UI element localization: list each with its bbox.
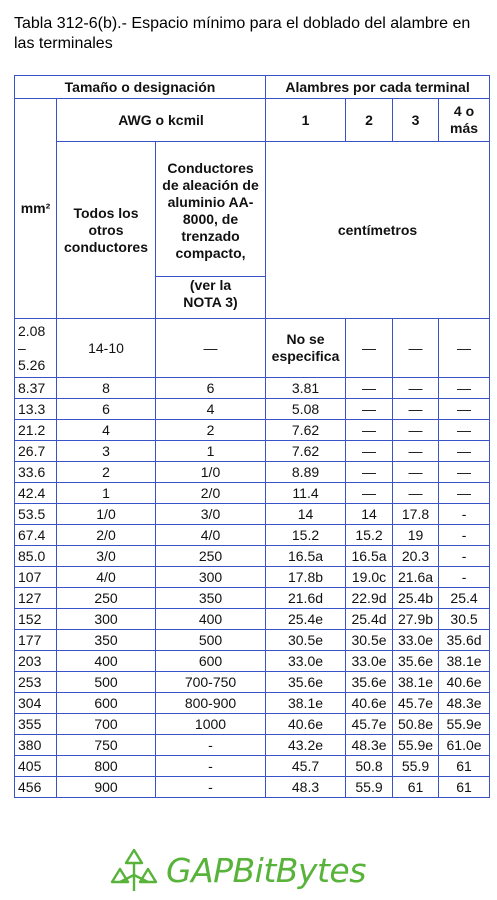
cell-c3: 38.1e <box>393 672 439 693</box>
cell-c2: 15.2 <box>346 525 393 546</box>
cell-mm2: 405 <box>15 756 57 777</box>
cell-mm2: 85.0 <box>15 546 57 567</box>
cell-mm2: 21.2 <box>15 420 57 441</box>
cell-c1: 45.7 <box>266 756 346 777</box>
cell-c1: 30.5e <box>266 630 346 651</box>
cell-c1: 43.2e <box>266 735 346 756</box>
cell-mm2: 33.6 <box>15 462 57 483</box>
cell-c4: — <box>439 462 490 483</box>
cell-c2: 55.9 <box>346 777 393 798</box>
data-table-container <box>14 75 490 798</box>
table-row <box>15 693 490 714</box>
cell-alu: 250 <box>156 546 266 567</box>
cell-c1: 17.8b <box>266 567 346 588</box>
cell-otros: 600 <box>57 693 156 714</box>
cell-otros: 1 <box>57 483 156 504</box>
tree-network-icon <box>108 847 160 893</box>
cell-otros: 2 <box>57 462 156 483</box>
logo-text: GAPBitBytes <box>166 850 366 890</box>
cell-c2: 22.9d <box>346 588 393 609</box>
cell-c1: 48.3 <box>266 777 346 798</box>
cell-c2: 33.0e <box>346 651 393 672</box>
cell-alu: 400 <box>156 609 266 630</box>
header-centimetros: centímetros <box>266 142 490 319</box>
cell-c4: 48.3e <box>439 693 490 714</box>
header-row-2 <box>15 99 490 142</box>
cell-alu: 1000 <box>156 714 266 735</box>
table-row <box>15 483 490 504</box>
cell-c4: - <box>439 567 490 588</box>
cell-alu: 350 <box>156 588 266 609</box>
table-row <box>15 630 490 651</box>
cell-alu: 4/0 <box>156 525 266 546</box>
cell-otros: 300 <box>57 609 156 630</box>
cell-mm2: 253 <box>15 672 57 693</box>
cell-c3: 35.6e <box>393 651 439 672</box>
cell-c3: 20.3 <box>393 546 439 567</box>
cell-c4: - <box>439 525 490 546</box>
cell-otros: 6 <box>57 399 156 420</box>
cell-c3: 61 <box>393 777 439 798</box>
cell-otros: 3/0 <box>57 546 156 567</box>
cell-c1: 5.08 <box>266 399 346 420</box>
cell-c2: 19.0c <box>346 567 393 588</box>
header-otros: Todos los otros conductores <box>57 142 156 319</box>
cell-otros: 400 <box>57 651 156 672</box>
table-row <box>15 525 490 546</box>
cell-c2: — <box>346 399 393 420</box>
table-row <box>15 420 490 441</box>
cell-c4: 40.6e <box>439 672 490 693</box>
cell-c2: 25.4d <box>346 609 393 630</box>
cell-c1: 40.6e <box>266 714 346 735</box>
table-row <box>15 735 490 756</box>
cell-alu: 4 <box>156 399 266 420</box>
cell-alu: 2/0 <box>156 483 266 504</box>
cell-c1: 16.5a <box>266 546 346 567</box>
cell-c4: — <box>439 483 490 504</box>
table-row <box>15 441 490 462</box>
cell-c3: 33.0e <box>393 630 439 651</box>
cell-c4: — <box>439 441 490 462</box>
cell-mm2: 127 <box>15 588 57 609</box>
cell-c1: 14 <box>266 504 346 525</box>
cell-mm2: 107 <box>15 567 57 588</box>
cell-mm2: 2.08 – 5.26 <box>15 319 57 378</box>
cell-c1: 7.62 <box>266 420 346 441</box>
first-data-row <box>15 319 490 378</box>
cell-c2: 48.3e <box>346 735 393 756</box>
cell-mm2: 152 <box>15 609 57 630</box>
table-row <box>15 462 490 483</box>
cell-c3: — <box>393 378 439 399</box>
header-mm2: mm² <box>15 99 57 319</box>
table-row <box>15 399 490 420</box>
cell-mm2: 67.4 <box>15 525 57 546</box>
cell-c4: - <box>439 504 490 525</box>
header-awg: AWG o kcmil <box>57 99 266 142</box>
cell-c3: — <box>393 399 439 420</box>
cell-c2: 35.6e <box>346 672 393 693</box>
cell-c4: 61 <box>439 777 490 798</box>
cell-mm2: 456 <box>15 777 57 798</box>
cell-mm2: 203 <box>15 651 57 672</box>
header-aluminio: Conductores de aleación de aluminio AA-8000, de trenzado compacto, <box>156 142 266 277</box>
cell-alu: 1/0 <box>156 462 266 483</box>
cell-otros: 14-10 <box>57 319 156 378</box>
cell-otros: 500 <box>57 672 156 693</box>
bending-space-table <box>14 75 490 798</box>
table-row <box>15 609 490 630</box>
cell-otros: 4/0 <box>57 567 156 588</box>
gapbitbytes-logo <box>108 846 408 894</box>
header-row-3 <box>15 142 490 277</box>
cell-otros: 8 <box>57 378 156 399</box>
cell-alu: 700-750 <box>156 672 266 693</box>
cell-c3: 27.9b <box>393 609 439 630</box>
header-nota: (ver la NOTA 3) <box>156 277 266 319</box>
cell-alu: 300 <box>156 567 266 588</box>
cell-alu: — <box>156 319 266 378</box>
cell-c1: 21.6d <box>266 588 346 609</box>
cell-otros: 800 <box>57 756 156 777</box>
header-col-2: 2 <box>346 99 393 142</box>
table-row <box>15 567 490 588</box>
table-row <box>15 504 490 525</box>
table-body <box>15 76 490 798</box>
cell-c1: 33.0e <box>266 651 346 672</box>
cell-otros: 1/0 <box>57 504 156 525</box>
cell-c4: — <box>439 378 490 399</box>
cell-alu: - <box>156 756 266 777</box>
cell-c3: 19 <box>393 525 439 546</box>
cell-c1: 8.89 <box>266 462 346 483</box>
cell-otros: 700 <box>57 714 156 735</box>
cell-mm2: 53.5 <box>15 504 57 525</box>
cell-c3: 55.9 <box>393 756 439 777</box>
table-row <box>15 777 490 798</box>
cell-otros: 350 <box>57 630 156 651</box>
cell-mm2: 8.37 <box>15 378 57 399</box>
cell-c3: 21.6a <box>393 567 439 588</box>
header-size-group: Tamaño o designación <box>15 76 266 99</box>
cell-c4: — <box>439 319 490 378</box>
cell-otros: 2/0 <box>57 525 156 546</box>
cell-mm2: 304 <box>15 693 57 714</box>
table-row <box>15 651 490 672</box>
table-row <box>15 756 490 777</box>
cell-c4: 61.0e <box>439 735 490 756</box>
table-row <box>15 546 490 567</box>
header-col-3: 3 <box>393 99 439 142</box>
cell-c3: — <box>393 420 439 441</box>
cell-mm2: 42.4 <box>15 483 57 504</box>
cell-mm2: 380 <box>15 735 57 756</box>
cell-alu: 2 <box>156 420 266 441</box>
cell-alu: 1 <box>156 441 266 462</box>
cell-alu: - <box>156 735 266 756</box>
cell-otros: 900 <box>57 777 156 798</box>
cell-c2: — <box>346 420 393 441</box>
cell-c1: 7.62 <box>266 441 346 462</box>
cell-c2: — <box>346 378 393 399</box>
cell-alu: 3/0 <box>156 504 266 525</box>
header-col-1: 1 <box>266 99 346 142</box>
cell-c2: 45.7e <box>346 714 393 735</box>
cell-c4: 55.9e <box>439 714 490 735</box>
cell-c3: — <box>393 441 439 462</box>
cell-c3: 45.7e <box>393 693 439 714</box>
cell-c1: 25.4e <box>266 609 346 630</box>
cell-c4: 30.5 <box>439 609 490 630</box>
cell-c3: 55.9e <box>393 735 439 756</box>
cell-c3: — <box>393 462 439 483</box>
cell-c4: — <box>439 420 490 441</box>
cell-c2: — <box>346 462 393 483</box>
cell-c2: 30.5e <box>346 630 393 651</box>
cell-otros: 4 <box>57 420 156 441</box>
table-row <box>15 672 490 693</box>
cell-alu: - <box>156 777 266 798</box>
cell-c1: 3.81 <box>266 378 346 399</box>
cell-alu: 6 <box>156 378 266 399</box>
cell-c2: 50.8 <box>346 756 393 777</box>
cell-c1: 35.6e <box>266 672 346 693</box>
cell-c4: - <box>439 546 490 567</box>
cell-alu: 800-900 <box>156 693 266 714</box>
cell-mm2: 355 <box>15 714 57 735</box>
table-row <box>15 378 490 399</box>
header-row-1 <box>15 76 490 99</box>
cell-c3: 50.8e <box>393 714 439 735</box>
cell-otros: 250 <box>57 588 156 609</box>
cell-mm2: 26.7 <box>15 441 57 462</box>
cell-c1: 15.2 <box>266 525 346 546</box>
cell-c4: — <box>439 399 490 420</box>
cell-c2: — <box>346 483 393 504</box>
table-row <box>15 714 490 735</box>
cell-c3: 17.8 <box>393 504 439 525</box>
cell-c3: — <box>393 319 439 378</box>
cell-c2: 40.6e <box>346 693 393 714</box>
cell-alu: 500 <box>156 630 266 651</box>
cell-c3: — <box>393 483 439 504</box>
cell-c4: 61 <box>439 756 490 777</box>
cell-c4: 35.6d <box>439 630 490 651</box>
cell-c2: 16.5a <box>346 546 393 567</box>
table-row <box>15 588 490 609</box>
cell-alu: 600 <box>156 651 266 672</box>
cell-c2: 14 <box>346 504 393 525</box>
cell-otros: 750 <box>57 735 156 756</box>
cell-mm2: 177 <box>15 630 57 651</box>
cell-c2: — <box>346 319 393 378</box>
cell-otros: 3 <box>57 441 156 462</box>
header-col-4: 4 o más <box>439 99 490 142</box>
cell-c4: 38.1e <box>439 651 490 672</box>
cell-c1: 11.4 <box>266 483 346 504</box>
cell-c4: 25.4 <box>439 588 490 609</box>
cell-c1: 38.1e <box>266 693 346 714</box>
cell-c2: — <box>346 441 393 462</box>
table-title: Tabla 312-6(b).- Espacio mínimo para el doblado del alambre en las terminales <box>14 15 471 52</box>
cell-c1: No se especifica <box>266 319 346 378</box>
cell-c3: 25.4b <box>393 588 439 609</box>
cell-mm2: 13.3 <box>15 399 57 420</box>
header-wires-group: Alambres por cada terminal <box>266 76 490 99</box>
